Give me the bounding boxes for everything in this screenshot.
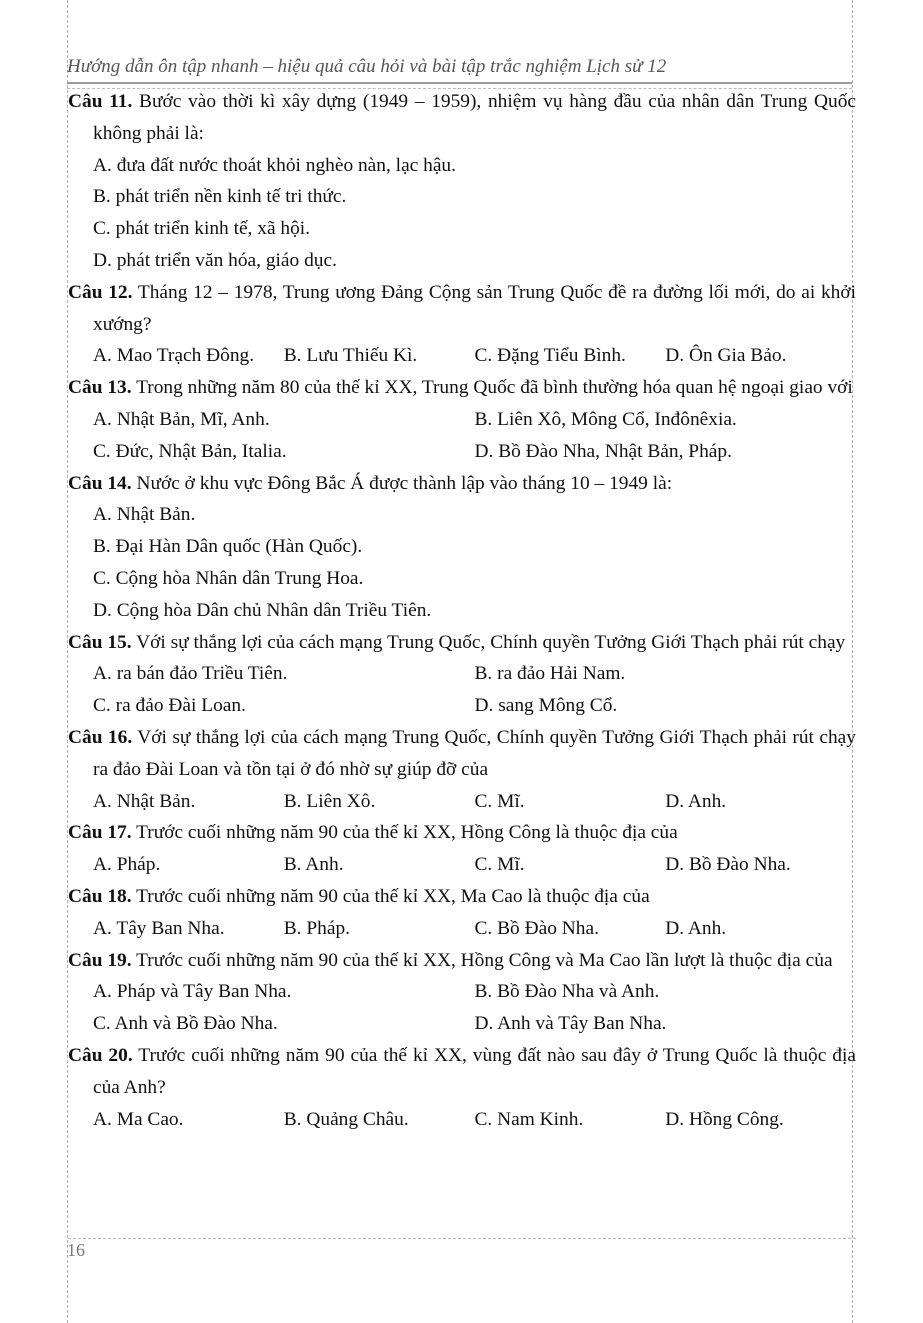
option-line [93,499,856,531]
answer-option[interactable]: B. Bồ Đào Nha và Anh. [474,981,660,1003]
answer-options [68,150,856,277]
question-block [68,277,856,372]
answer-options [68,976,856,1040]
answer-options [68,913,856,945]
question-stem [68,468,856,500]
question-label: Câu 11. [68,91,133,112]
question-block [68,945,856,1040]
option-line [93,213,856,245]
question-label: Câu 18. [68,885,132,907]
option-line [93,150,856,182]
answer-option[interactable]: C. Nam Kinh. [474,1108,584,1130]
question-block [68,817,856,881]
question-label: Câu 16. [68,726,133,748]
answer-option[interactable]: D. sang Mông Cổ. [474,695,618,717]
answer-options [68,786,856,818]
answer-option[interactable]: D. Ôn Gia Bảo. [665,345,787,367]
answer-option[interactable]: D. Bồ Đào Nha. [665,854,791,876]
question-text: Bước vào thời kì xây dựng (1949 – 1959), nhiệm vụ hàng đầu của nhân dân Trung Quốc không phải là: [93,91,856,144]
option-row [93,404,856,436]
answer-option[interactable]: A. đưa đất nước thoát khỏi nghèo nàn, lạc hậu. [93,154,456,176]
question-stem [68,945,856,977]
answer-option[interactable]: A. Pháp. [93,854,161,876]
answer-option[interactable]: D. Hồng Công. [665,1108,784,1130]
answer-option[interactable]: A. Nhật Bản, Mĩ, Anh. [93,408,270,430]
question-text: Nước ở khu vực Đông Bắc Á được thành lập vào tháng 10 – 1949 là: [136,472,673,494]
answer-option[interactable]: B. Liên Xô, Mông Cổ, Inđônêxia. [474,408,737,430]
answer-option[interactable]: A. Ma Cao. [93,1108,184,1130]
question-stem [68,627,856,659]
question-stem [68,817,856,849]
answer-options [68,849,856,881]
question-label: Câu 14. [68,472,132,494]
header-title: Hướng dẫn ôn tập nhanh – hiệu quả câu hỏi và bài tập trắc nghiệm Lịch sử 12 [67,56,667,77]
answer-option[interactable]: B. Pháp. [283,917,351,939]
question-text: Với sự thắng lợi của cách mạng Trung Quốc, Chính quyền Tưởng Giới Thạch phải rút chạy [136,631,846,653]
answer-option[interactable]: C. Mĩ. [474,790,525,812]
page-number: 16 [67,1240,85,1260]
answer-option[interactable]: B. Đại Hàn Dân quốc (Hàn Quốc). [93,536,363,558]
option-row [93,976,856,1008]
answer-option[interactable]: C. Anh và Bồ Đào Nha. [93,1013,278,1035]
question-stem [68,1040,856,1104]
option-line [93,531,856,563]
answer-option[interactable]: A. Nhật Bản. [93,504,196,526]
option-row [93,658,856,690]
answer-option[interactable]: B. Lưu Thiếu Kì. [283,345,418,367]
option-row [93,913,856,945]
answer-option[interactable]: D. Anh. [665,917,727,939]
question-text: Với sự thắng lợi của cách mạng Trung Quốc, Chính quyền Tưởng Giới Thạch phải rút chạy ra đảo Đài Loan và tồn tại ở đó nhờ sự giúp đỡ của [93,726,856,780]
question-list [68,86,856,1239]
answer-option[interactable]: A. ra bán đảo Triều Tiên. [93,663,288,685]
page-header [67,52,852,84]
question-text: Trước cuối những năm 90 của thế kỉ XX, Hồng Công và Ma Cao lần lượt là thuộc địa của [136,949,833,971]
question-block [68,372,856,467]
option-row [93,849,856,881]
answer-option[interactable]: A. Mao Trạch Đông. [93,345,255,367]
option-row [93,690,856,722]
question-block [68,627,856,722]
answer-option[interactable]: C. phát triển kinh tế, xã hội. [93,218,311,240]
answer-option[interactable]: A. Tây Ban Nha. [93,917,225,939]
answer-option[interactable]: B. phát triển nền kinh tế tri thức. [93,186,347,208]
answer-options [68,658,856,722]
question-label: Câu 17. [68,822,132,844]
question-label: Câu 12. [68,281,133,303]
question-block [68,86,856,277]
question-text: Trong những năm 80 của thế kỉ XX, Trung Quốc đã bình thường hóa quan hệ ngoại giao với [136,377,853,399]
question-block [68,722,856,817]
answer-option[interactable]: C. Đức, Nhật Bản, Italia. [93,440,287,462]
question-text: Trước cuối những năm 90 của thế kỉ XX, vùng đất nào sau đây ở Trung Quốc là thuộc địa của Anh? [93,1044,856,1098]
question-stem [68,881,856,913]
option-row [93,340,856,372]
question-label: Câu 15. [68,631,132,653]
option-row [93,1008,856,1040]
answer-option[interactable]: B. Anh. [283,854,344,876]
answer-option[interactable]: C. Bồ Đào Nha. [474,917,599,939]
answer-option[interactable]: D. Anh. [665,790,727,812]
answer-option[interactable]: C. Đặng Tiểu Bình. [474,345,626,367]
question-stem [68,86,856,150]
option-row [93,436,856,468]
answer-option[interactable]: D. phát triển văn hóa, giáo dục. [93,249,337,271]
question-label: Câu 19. [68,949,132,971]
question-text: Trước cuối những năm 90 của thế kỉ XX, Hồng Công là thuộc địa của [136,822,678,844]
answer-options [68,404,856,468]
option-line [93,563,856,595]
answer-option[interactable]: D. Bồ Đào Nha, Nhật Bản, Pháp. [474,440,732,462]
answer-options [68,340,856,372]
answer-option[interactable]: B. Liên Xô. [283,790,376,812]
option-line [93,245,856,277]
answer-option[interactable]: A. Pháp và Tây Ban Nha. [93,981,292,1003]
question-stem [68,372,856,404]
answer-options [68,1104,856,1136]
question-text: Tháng 12 – 1978, Trung ương Đảng Cộng sản Trung Quốc đề ra đường lối mới, do ai khởi xướng? [93,281,856,335]
question-stem [68,277,856,341]
answer-option[interactable]: B. ra đảo Hải Nam. [474,663,626,685]
question-label: Câu 13. [68,377,132,399]
question-block [68,468,856,627]
answer-option[interactable]: C. Mĩ. [474,854,525,876]
question-block [68,1040,856,1135]
answer-option[interactable]: B. Quảng Châu. [283,1108,409,1130]
question-stem [68,722,856,786]
question-label: Câu 20. [68,1044,133,1066]
answer-option[interactable]: C. Cộng hòa Nhân dân Trung Hoa. [93,567,364,589]
option-row [93,1104,856,1136]
answer-option[interactable]: A. Nhật Bản. [93,790,196,812]
answer-option[interactable]: D. Anh và Tây Ban Nha. [474,1013,667,1035]
answer-option[interactable]: D. Cộng hòa Dân chủ Nhân dân Triều Tiên. [93,599,432,621]
option-line [93,595,856,627]
option-line [93,181,856,213]
option-row [93,786,856,818]
answer-options [68,499,856,626]
question-text: Trước cuối những năm 90 của thế kỉ XX, Ma Cao là thuộc địa của [136,885,650,907]
answer-option[interactable]: C. ra đảo Đài Loan. [93,695,246,717]
question-block [68,881,856,945]
